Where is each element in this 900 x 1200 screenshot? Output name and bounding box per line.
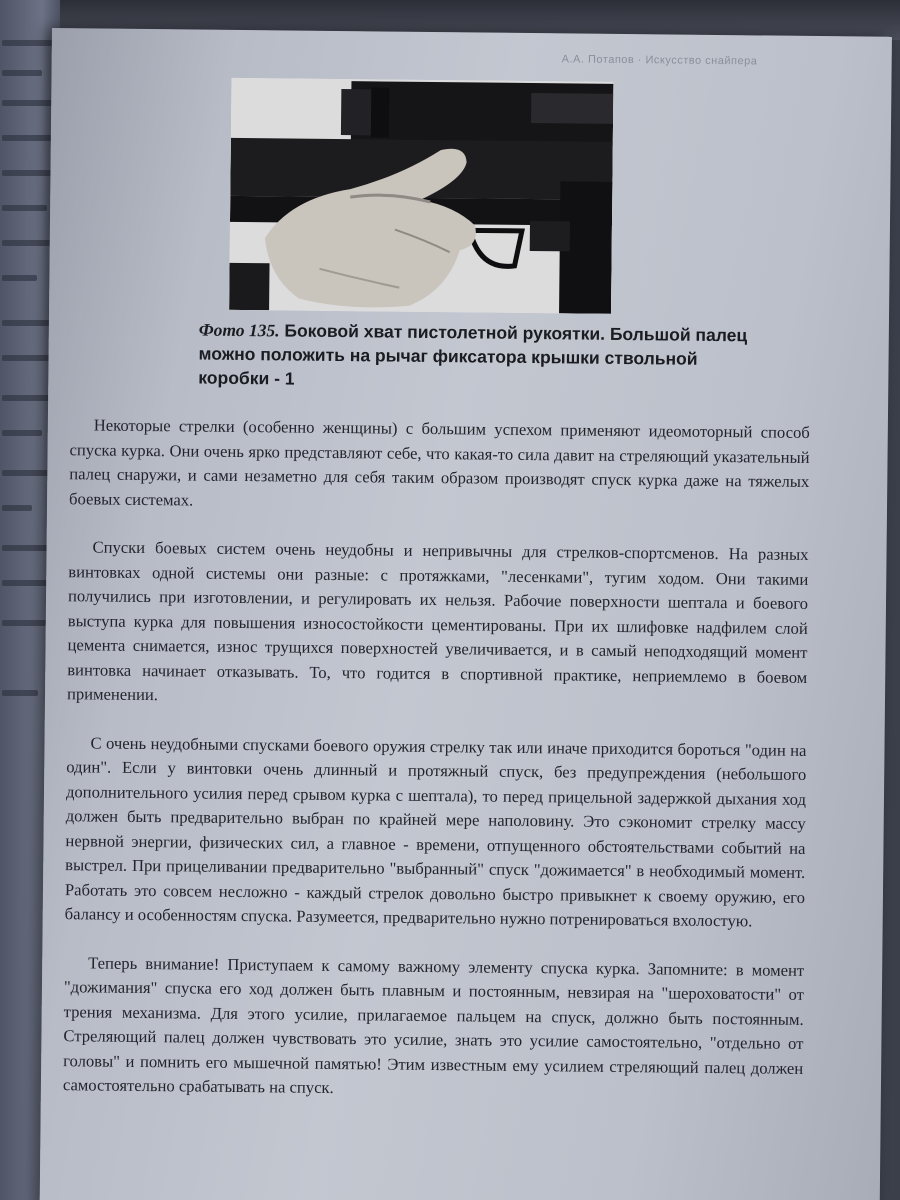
caption-text: Боковой хват пистолетной рукоятки. Большой палец можно положить на рычаг фиксатора крышки ствольной коробки - 1 — [198, 320, 748, 389]
book-page — [40, 28, 892, 1200]
paragraph-ideomotor: Некоторые стрелки (особенно женщины) с большим успехом применяют идеомоторный способ спуска курка. Они очень ярко представляют себе, что какая-то сила давит на стреляющий указательный палец снаружи, и сами незаметно для себя таким образом производят спуск курка даже на тяжелых боевых системах. — [68, 415, 810, 510]
rifle-grip-photo — [229, 78, 613, 314]
running-header: А.А. Потапов · Искусство снайпера — [561, 53, 758, 68]
photo-caption — [198, 318, 759, 396]
paragraph-trigger-technique: С очень неудобными спусками боевого оружия стрелку так или иначе приходится бороться "один на один". Если у винтовки очень длинный и протяжный спуск, без предупреждения (небольшого дополнительного усилия перед срывом курка с шептала), то перед прицельной задержкой дыхания ход должен быть предварительно выбран по крайней мере наполовину. Это сэкономит стрелку массу нервной энергии, физических сил, а главное - времени, отпущенного обстоятельствами событий на выстрел. При прицеливании предварительно "выбранный" спуск "дожимается" в необходимый момент. Работать это совсем несложно - каждый стрелок довольно быстро привыкнет к своему оружию, его балансу и особенностям спуска. Разумеется, предварительно нужно потренироваться вхолостую. — [64, 732, 807, 931]
body-text — [63, 413, 810, 1129]
paragraph-combat-triggers: Спуски боевых систем очень неудобны и непривычны для стрелков-спортсменов. На разных винтовках одной системы они разные: с протяжками, "лесенками", тугим ходом. Они такими получились при изготовлении, и регулировать их нельзя. Рабочие поверхности шептала и боевого выступа курка для повышения износостойкости цементированы. При их шлифовке надфилем слой цемента снимается, износ трущихся поверхностей увеличивается, и в самый неподходящий момент винтовка начинает отказывать. То, что годится в спортивной практике, неприемлемо в боевом применении. — [66, 537, 809, 705]
paragraph-attention: Теперь внимание! Приступаем к самому важному элементу спуска курка. Запомните: в момент "дожимания" спуска его ход должен быть плавным и постоянным, невзирая на "шероховатости" от трения механизма. Для этого усилие, прилагаемое пальцем на спуск, должно быть постоянным. Стреляющий палец должен чувствовать это усилие, знать это усилие самостоятельно, "отдельно от головы" и помнить его мышечной памятью! Этим известным ему усилием стреляющий палец должен самостоятельно срабатывать на спуск. — [62, 952, 805, 1098]
caption-label: Фото 135. — [198, 319, 280, 341]
rifle-grip-photo-icon — [229, 78, 613, 314]
